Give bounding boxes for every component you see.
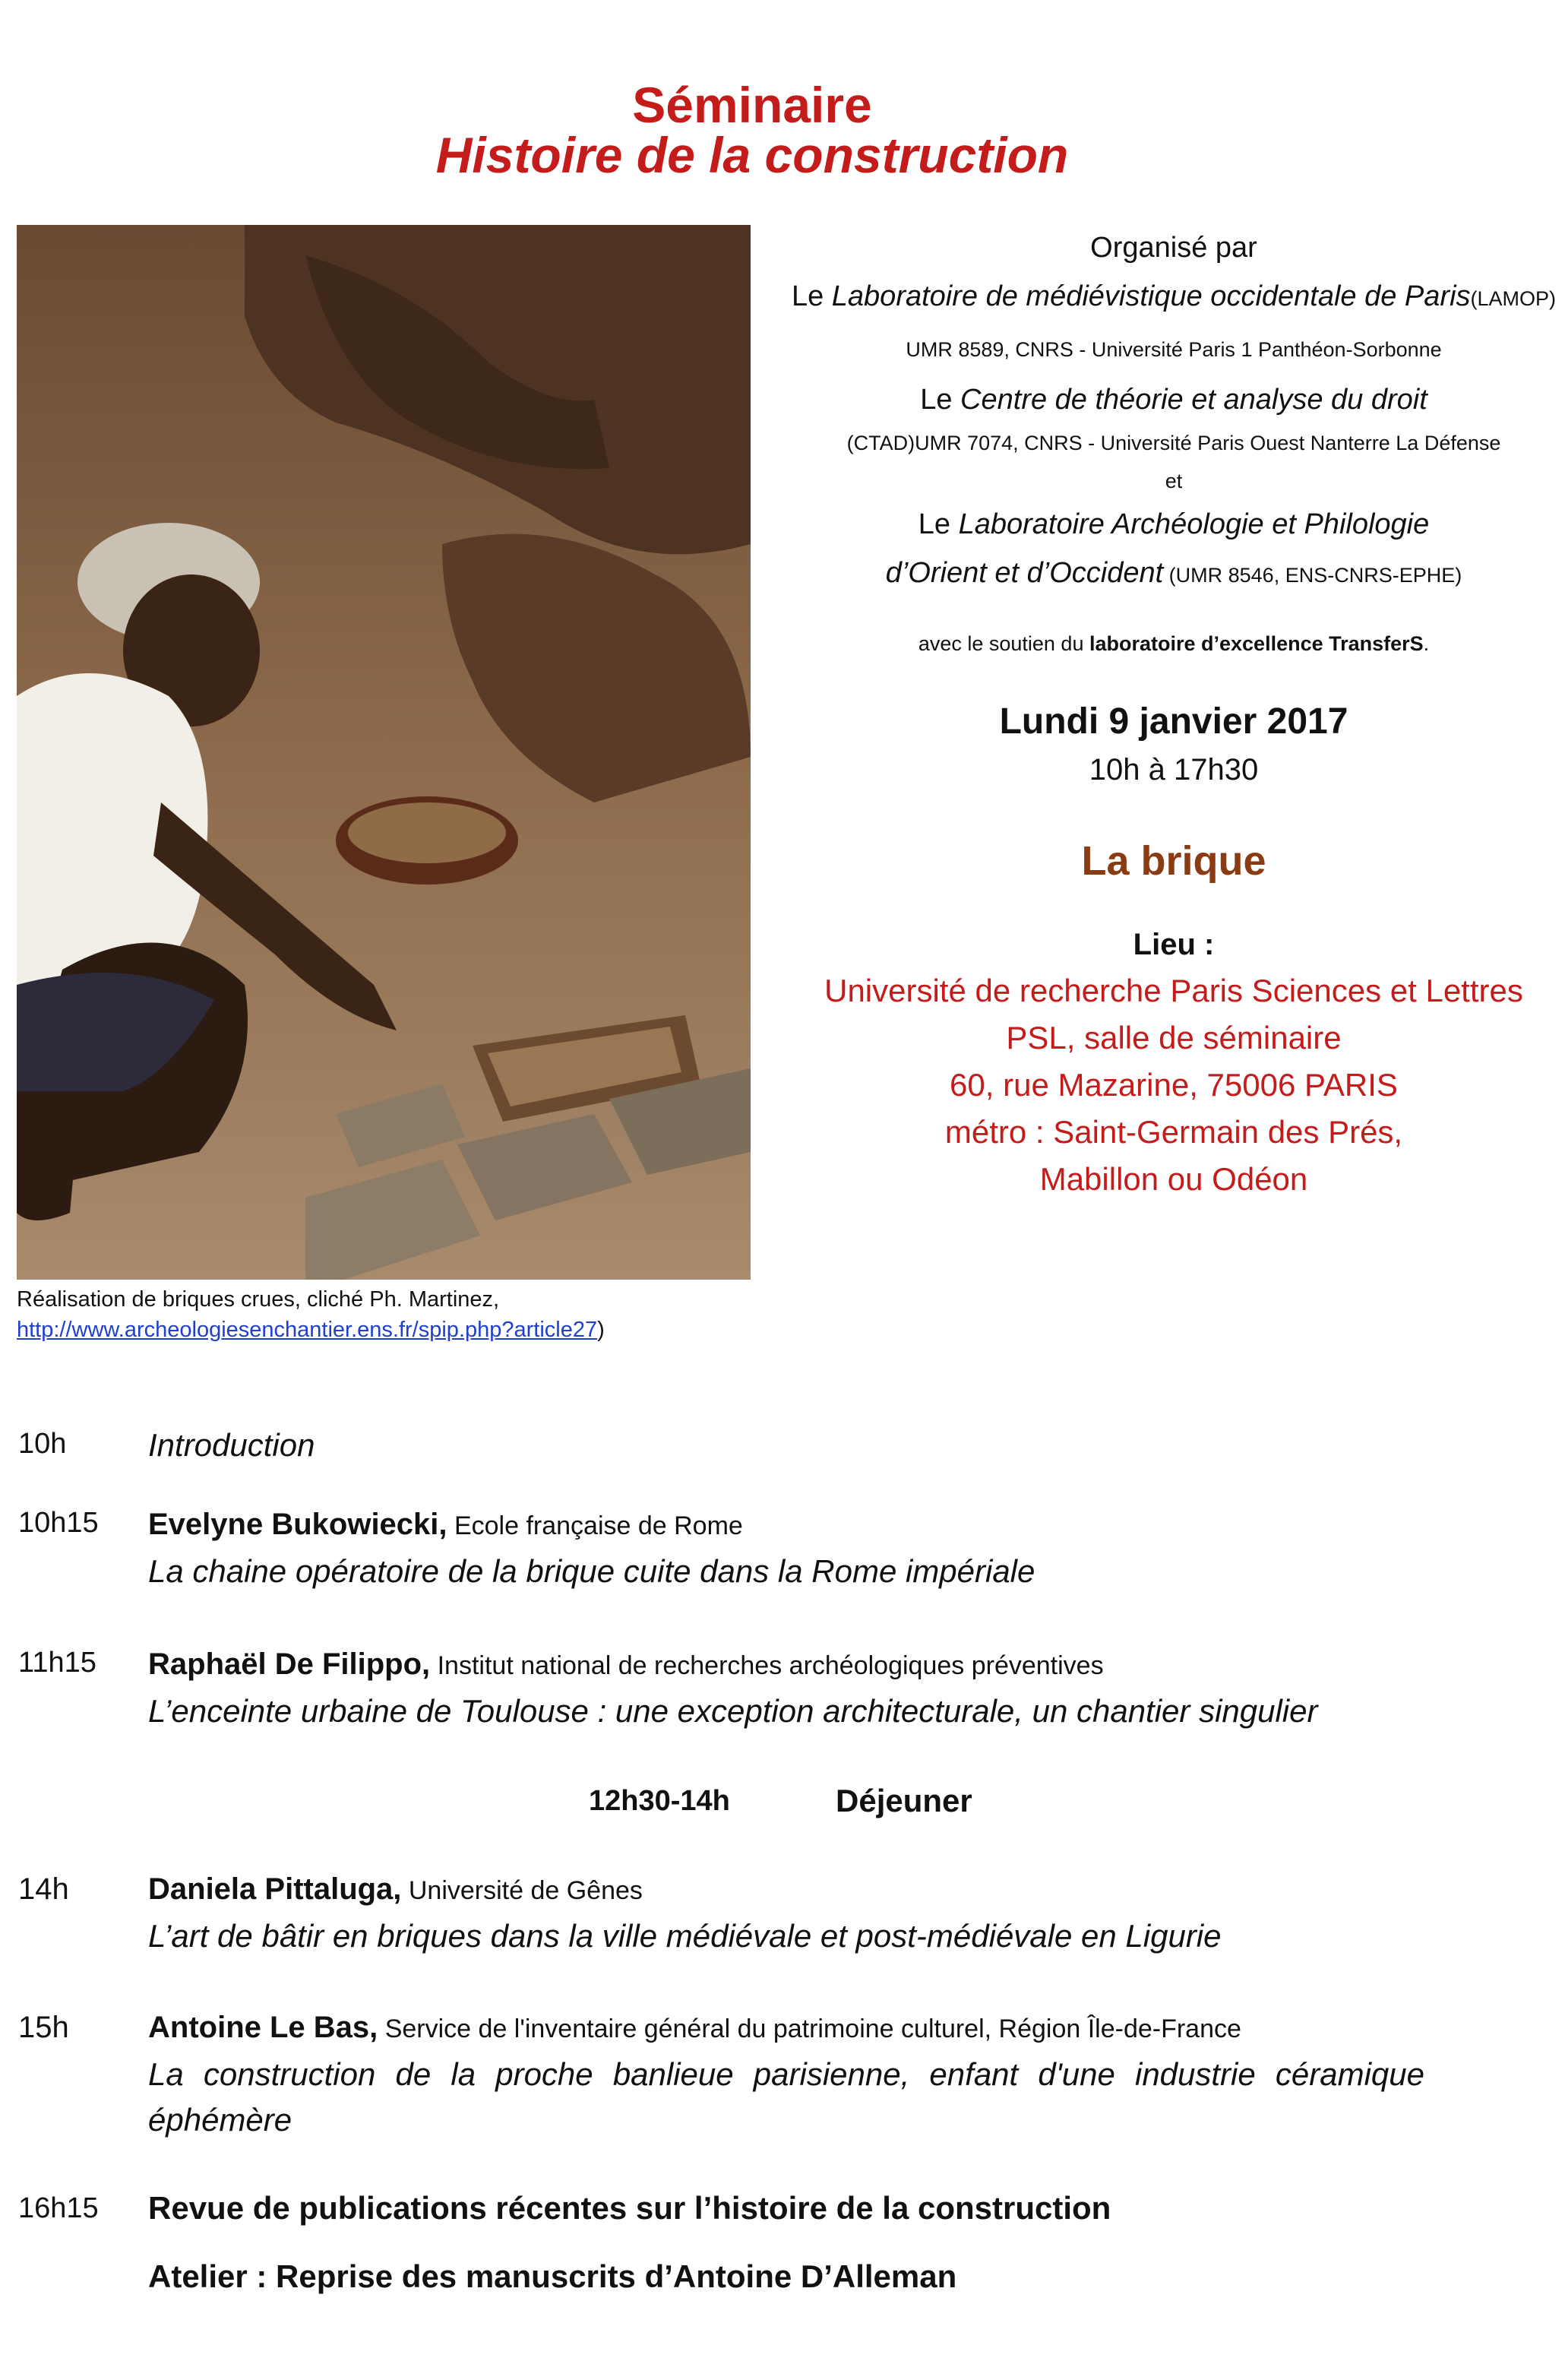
organizers-conjunction: et <box>1165 470 1183 492</box>
slot-time: 16h15 <box>18 2192 99 2224</box>
brick-making-photo <box>17 225 751 1280</box>
speaker-affiliation: Université de Gênes <box>401 1876 643 1905</box>
speaker-line <box>148 1502 1424 1549</box>
venue-line: Université de recherche Paris Sciences et Lettres <box>824 973 1523 1008</box>
event-info-column <box>782 223 1565 1203</box>
closing-block <box>148 2185 1424 2299</box>
slot-time: 10h <box>18 1428 67 1460</box>
support-suffix: . <box>1423 632 1430 655</box>
caption-text: Réalisation de briques crues, cliché Ph. Martinez, <box>17 1287 500 1312</box>
photo-caption <box>17 1284 776 1345</box>
page-subtitle: Histoire de la construction <box>435 127 1069 183</box>
speaker-line <box>148 2005 1424 2052</box>
talk-title: La chaine opératoire de la brique cuite dans la Rome impériale <box>148 1553 1035 1589</box>
organizer-details: (UMR 8546, ENS-CNRS-EPHE) <box>1163 564 1462 587</box>
organizer-details: (LAMOP) UMR 8589, CNRS - Université Paris 1 Panthéon-Sorbonne <box>906 287 1557 361</box>
caption-link-suffix: ) <box>597 1318 605 1342</box>
source-link[interactable]: http://www.archeologiesenchantier.ens.fr/spip.php?article27 <box>17 1318 598 1342</box>
lunch-time: 12h30-14h <box>589 1785 730 1817</box>
organizer-name: Centre de théorie et analyse du droit <box>960 384 1427 416</box>
speaker-affiliation: Service de l'inventaire général du patrimoine culturel, Région Île-de-France <box>378 2014 1241 2043</box>
venue-line: PSL, salle de séminaire <box>1006 1020 1342 1055</box>
organizers-intro: Organisé par <box>1090 232 1257 264</box>
talk-title: L’enceinte urbaine de Toulouse : une exception architecturale, un chantier singulier <box>148 1693 1318 1729</box>
slot-time: 14h <box>18 1872 69 1906</box>
lunch-label: Déjeuner <box>836 1783 972 1818</box>
closing-line: Atelier : Reprise des manuscrits d’Antoine D’Alleman <box>148 2258 957 2294</box>
organizer-prefix: Le <box>920 384 961 416</box>
speaker-name: Evelyne Bukowiecki, <box>148 1508 447 1541</box>
venue-label: Lieu : <box>1133 928 1215 961</box>
support-line <box>782 628 1565 659</box>
organizer-aoroc-line2 <box>782 549 1565 600</box>
organizer-details: (CTAD)UMR 7074, CNRS - Université Paris Ouest Nanterre La Défense <box>846 432 1501 454</box>
venue-line: Mabillon ou Odéon <box>1039 1161 1308 1197</box>
speaker-name: Raphaël De Filippo, <box>148 1647 431 1681</box>
slot-time: 10h15 <box>18 1507 99 1539</box>
event-theme: La brique <box>1081 838 1266 884</box>
event-date: Lundi 9 janvier 2017 <box>999 701 1348 742</box>
support-name: laboratoire d’excellence TransferS <box>1089 632 1424 655</box>
venue-line: métro : Saint-Germain des Prés, <box>944 1114 1403 1150</box>
organizer-prefix: Le <box>791 280 832 312</box>
organizer-prefix: Le <box>918 508 959 540</box>
talk-title: L’art de bâtir en briques dans la ville médiévale et post-médiévale en Ligurie <box>148 1918 1222 1954</box>
speaker-name: Daniela Pittaluga, <box>148 1872 402 1906</box>
talk-title: La construction de la proche banlieue parisienne, enfant d'une industrie céramique éphémère <box>148 2056 1424 2138</box>
organizer-lamop <box>782 272 1565 374</box>
caption-link-line <box>17 1315 776 1345</box>
speaker-affiliation: Ecole française de Rome <box>447 1511 743 1540</box>
slot-title: Introduction <box>148 1427 315 1463</box>
talk-block <box>148 1502 1424 1594</box>
speaker-line <box>148 1866 1424 1913</box>
organizer-name: d’Orient et d’Occident <box>885 557 1164 589</box>
organizer-name: Laboratoire Archéologie et Philologie <box>958 508 1430 540</box>
talk-block <box>148 1641 1424 1734</box>
talk-block <box>148 1866 1424 1959</box>
organizer-name: Laboratoire de médiévistique occidentale de Paris <box>831 280 1471 312</box>
venue-line: 60, rue Mazarine, 75006 PARIS <box>950 1067 1398 1103</box>
page-title: Séminaire <box>632 77 872 133</box>
talk-block <box>148 2005 1424 2143</box>
closing-line: Revue de publications récentes sur l’histoire de la construction <box>148 2190 1111 2226</box>
speaker-name: Antoine Le Bas, <box>148 2011 378 2044</box>
event-time: 10h à 17h30 <box>1089 753 1259 786</box>
speaker-affiliation: Institut national de recherches archéologiques préventives <box>430 1651 1104 1680</box>
speaker-line <box>148 1641 1424 1688</box>
slot-time: 11h15 <box>18 1647 96 1679</box>
organizer-aoroc <box>782 500 1565 549</box>
support-prefix: avec le soutien du <box>918 632 1089 655</box>
organizer-ctad <box>782 375 1565 424</box>
slot-time: 15h <box>18 2011 69 2044</box>
